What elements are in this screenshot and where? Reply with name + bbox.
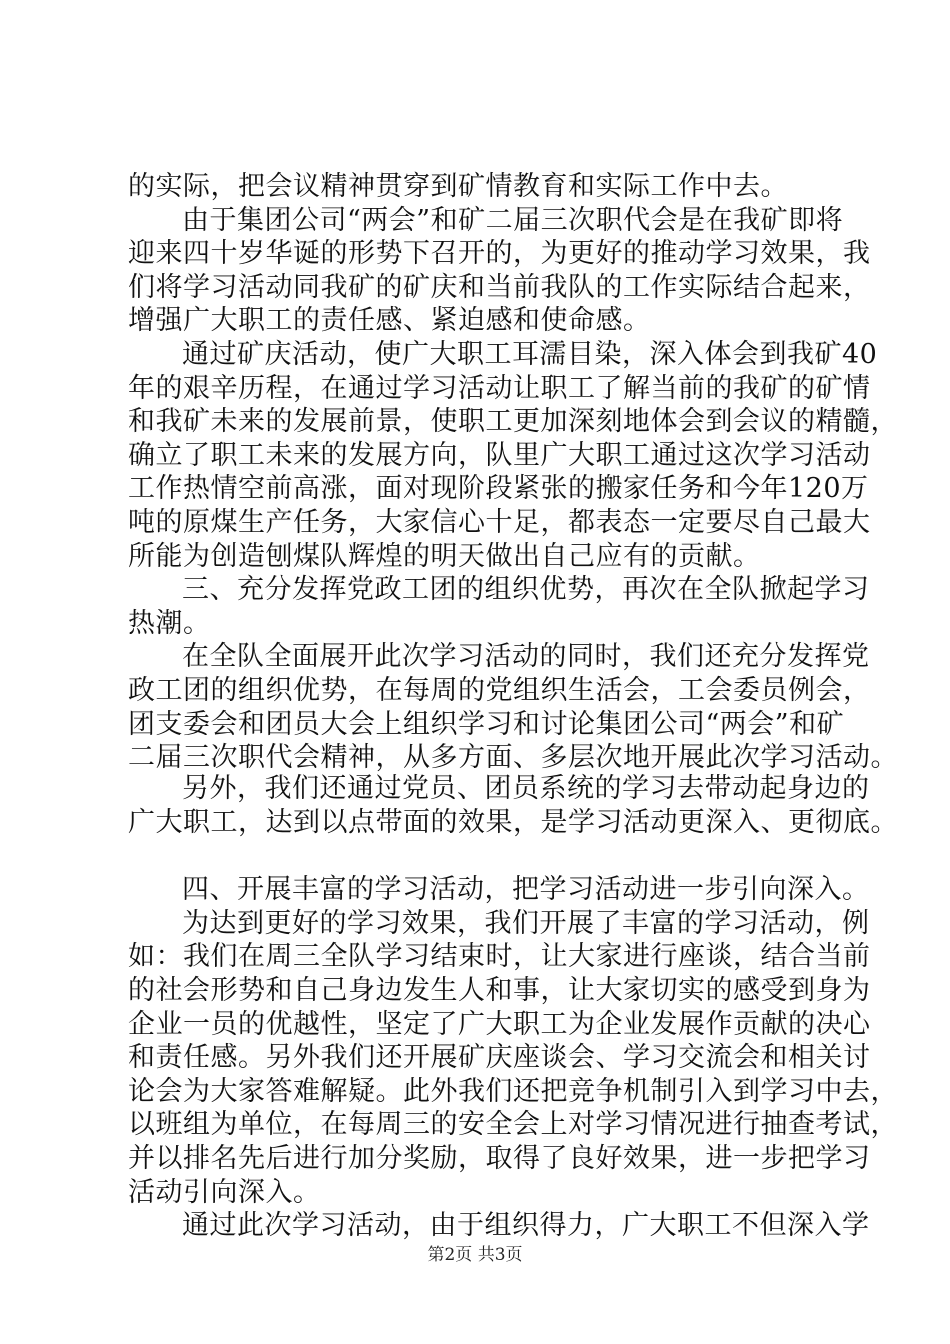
section-heading-line: 四、开展丰富的学习活动，把学习活动进一步引向深入。 (182, 874, 870, 906)
paragraph-start-line: 另外，我们还通过党员、团员系统的学习去带动起身边的 (182, 773, 870, 805)
paragraph-start-line: 为达到更好的学习效果，我们开展了丰富的学习活动，例 (182, 907, 870, 939)
section-heading-line: 热潮。 (128, 607, 211, 639)
text-line: 论会为大家答难解疑。此外我们还把竞争机制引入到学习中去， (128, 1075, 898, 1107)
page-footer: 第2页 共3页 (427, 1245, 523, 1265)
paragraph-start-line: 通过此次学习活动，由于组织得力，广大职工不但深入学 (182, 1210, 870, 1242)
text-line: 团支委会和团员大会上组织学习和讨论集团公司“两会”和矿 (128, 708, 845, 740)
paragraph-start-line: 在全队全面展开此次学习活动的同时，我们还充分发挥党 (182, 641, 870, 673)
text-line: 吨的原煤生产任务，大家信心十足，都表态一定要尽自己最大 (128, 507, 871, 538)
text-line: 活动引向深入。 (128, 1176, 321, 1208)
text-line: 迎来四十岁华诞的形势下召开的，为更好的推动学习效果，我 (128, 238, 871, 270)
text-line: 们将学习活动同我矿的矿庆和当前我队的工作实际结合起来， (128, 271, 871, 303)
text-line: 的社会形势和自己身边发生人和事，让大家切实的感受到身为 (128, 975, 871, 1006)
text-line: 工作热情空前高涨，面对现阶段紧张的搬家任务和今年120万 (128, 473, 869, 505)
text-line: 二届三次职代会精神，从多方面、多层次地开展此次学习活动。 (128, 742, 898, 774)
text-line: 所能为创造刨煤队辉煌的明天做出自己应有的贡献。 (128, 540, 761, 572)
section-heading-line: 三、充分发挥党政工团的组织优势，再次在全队掀起学习 (182, 574, 870, 606)
text-line: 并以排名先后进行加分奖励，取得了良好效果，进一步把学习 (128, 1143, 871, 1174)
text-line: 增强广大职工的责任感、紧迫感和使命感。 (128, 305, 651, 337)
paragraph-start-line: 由于集团公司“两会”和矿二届三次职代会是在我矿即将 (182, 204, 844, 236)
text-line: 政工团的组织优势，在每周的党组织生活会，工会委员例会， (128, 675, 871, 706)
text-line: 和我矿未来的发展前景，使职工更加深刻地体会到会议的精髓， (128, 406, 898, 438)
text-line: 确立了职工未来的发展方向，队里广大职工通过这次学习活动 (128, 439, 871, 471)
text-line: 广大职工，达到以点带面的效果，是学习活动更深入、更彻底。 (128, 807, 898, 838)
text-line: 和责任感。另外我们还开展矿庆座谈会、学习交流会和相关讨 (128, 1042, 871, 1074)
text-line: 年的艰辛历程，在通过学习活动让职工了解当前的我矿的矿情 (128, 372, 871, 404)
text-line: 的实际，把会议精神贯穿到矿情教育和实际工作中去。 (128, 171, 788, 202)
text-line: 企业一员的优越性，坚定了广大职工为企业发展作贡献的决心 (128, 1008, 871, 1040)
paragraph-start-line: 通过矿庆活动，使广大职工耳濡目染，深入体会到我矿40 (182, 339, 878, 370)
text-line: 如：我们在周三全队学习结束时，让大家进行座谈，结合当前 (128, 941, 871, 973)
text-line: 以班组为单位，在每周三的安全会上对学习情况进行抽查考试， (128, 1109, 898, 1141)
